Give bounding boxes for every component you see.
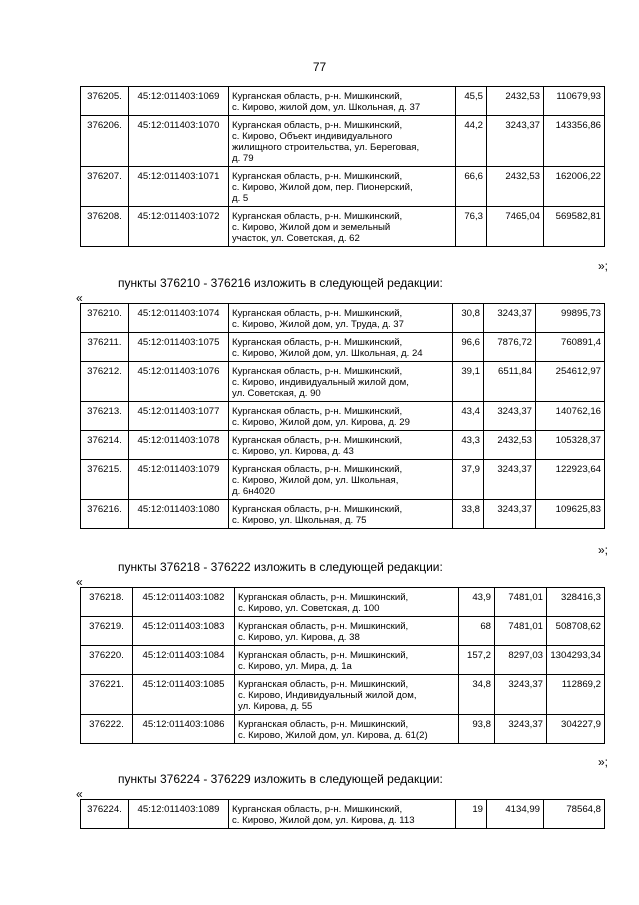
area-cell: 37,9: [453, 460, 484, 500]
entry-number-cell: 376222.: [81, 715, 133, 744]
address-cell: [229, 333, 453, 362]
address-line: с. Кирово, Жилой дом, пер. Пионерский,: [232, 182, 413, 193]
table-row: [81, 617, 605, 646]
register-table-3: [80, 587, 605, 744]
table-row: [81, 500, 605, 529]
entry-number-cell: 376224.: [81, 800, 129, 829]
cadastral-number-cell: 45:12:011403:1076: [129, 362, 229, 402]
address-line: д. 5: [232, 193, 249, 204]
area-cell: 19: [456, 800, 487, 829]
table-row: [81, 207, 605, 247]
table-row: [81, 646, 605, 675]
cadastral-value-cell: 304227,9: [547, 715, 605, 744]
cadastral-value-cell: 1304293,34: [547, 646, 605, 675]
area-cell: 68: [459, 617, 495, 646]
address-line: ул. Кирова, д. 55: [238, 701, 313, 712]
address-line: Курганская область, р-н. Мишкинский,: [238, 621, 409, 632]
entry-number-cell: 376205.: [81, 87, 129, 116]
address-line: с. Кирово, жилой дом, ул. Школьная, д. 37: [232, 102, 421, 113]
address-line: с. Кирово, ул. Мира, д. 1а: [238, 661, 352, 672]
address-cell: [229, 402, 453, 431]
cadastral-number-cell: 45:12:011403:1079: [129, 460, 229, 500]
address-cell: [229, 87, 456, 116]
section-heading-3: пункты 376224 - 376229 изложить в следующей редакции:: [118, 772, 443, 786]
address-line: с. Кирово, Жилой дом, ул. Школьная,: [232, 475, 399, 486]
address-line: Курганская область, р-н. Мишкинский,: [232, 504, 403, 515]
cadastral-value-cell: 508708,62: [547, 617, 605, 646]
area-cell: 66,6: [456, 167, 487, 207]
rate-cell: 3243,37: [495, 675, 547, 715]
area-cell: 30,8: [453, 304, 484, 333]
register-table-2: [80, 303, 605, 529]
closing-quote-2: »;: [597, 543, 608, 557]
address-cell: [229, 431, 453, 460]
rate-cell: 7465,04: [487, 207, 544, 247]
table-row: [81, 675, 605, 715]
table-row: [81, 800, 605, 829]
cadastral-value-cell: 162006,22: [544, 167, 605, 207]
area-cell: 157,2: [459, 646, 495, 675]
cadastral-value-cell: 254612,97: [536, 362, 605, 402]
table-row: [81, 87, 605, 116]
cadastral-number-cell: 45:12:011403:1070: [129, 116, 229, 167]
table-row: [81, 431, 605, 460]
address-cell: [235, 715, 459, 744]
address-cell: [229, 167, 456, 207]
address-line: Курганская область, р-н. Мишкинский,: [232, 406, 403, 417]
rate-cell: 6511,84: [484, 362, 536, 402]
address-line: с. Кирово, индивидуальный жилой дом,: [232, 377, 409, 388]
address-line: с. Кирово, Жилой дом, ул. Труда, д. 37: [232, 319, 404, 330]
area-cell: 96,6: [453, 333, 484, 362]
table-row: [81, 167, 605, 207]
entry-number-cell: 376218.: [81, 588, 133, 617]
opening-quote-3: «: [76, 787, 83, 801]
cadastral-number-cell: 45:12:011403:1086: [133, 715, 235, 744]
entry-number-cell: 376213.: [81, 402, 129, 431]
area-cell: 43,3: [453, 431, 484, 460]
address-line: Курганская область, р-н. Мишкинский,: [232, 464, 403, 475]
area-cell: 39,1: [453, 362, 484, 402]
address-line: с. Кирово, Жилой дом, ул. Кирова, д. 61(2): [238, 730, 428, 741]
cadastral-number-cell: 45:12:011403:1071: [129, 167, 229, 207]
address-line: с. Кирово, Жилой дом, ул. Школьная, д. 24: [232, 348, 423, 359]
address-line: участок, ул. Советская, д. 62: [232, 233, 360, 244]
address-line: с. Кирово, Объект индивидуального: [232, 131, 393, 142]
rate-cell: 3243,37: [484, 304, 536, 333]
cadastral-value-cell: 760891,4: [536, 333, 605, 362]
entry-number-cell: 376206.: [81, 116, 129, 167]
cadastral-value-cell: 122923,64: [536, 460, 605, 500]
cadastral-number-cell: 45:12:011403:1077: [129, 402, 229, 431]
area-cell: 43,4: [453, 402, 484, 431]
cadastral-number-cell: 45:12:011403:1074: [129, 304, 229, 333]
cadastral-number-cell: 45:12:011403:1080: [129, 500, 229, 529]
address-line: д. 79: [232, 153, 254, 164]
address-cell: [229, 800, 456, 829]
address-line: Курганская область, р-н. Мишкинский,: [232, 435, 403, 446]
register-table-4: [80, 799, 605, 829]
entry-number-cell: 376208.: [81, 207, 129, 247]
cadastral-number-cell: 45:12:011403:1072: [129, 207, 229, 247]
cadastral-value-cell: 110679,93: [544, 87, 605, 116]
cadastral-value-cell: 143356,86: [544, 116, 605, 167]
rate-cell: 7481,01: [495, 617, 547, 646]
rate-cell: 4134,99: [487, 800, 544, 829]
address-line: Курганская область, р-н. Мишкинский,: [232, 804, 403, 815]
address-cell: [235, 617, 459, 646]
rate-cell: 2432,53: [487, 167, 544, 207]
closing-quote-1: »;: [597, 259, 608, 273]
page-number: 77: [312, 60, 327, 74]
rate-cell: 3243,37: [487, 116, 544, 167]
area-cell: 45,5: [456, 87, 487, 116]
address-cell: [235, 588, 459, 617]
rate-cell: 7481,01: [495, 588, 547, 617]
address-line: Курганская область, р-н. Мишкинский,: [232, 211, 403, 222]
address-cell: [235, 675, 459, 715]
table-row: [81, 460, 605, 500]
cadastral-value-cell: 78564,8: [544, 800, 605, 829]
table-row: [81, 333, 605, 362]
address-line: Курганская область, р-н. Мишкинский,: [232, 366, 403, 377]
rate-cell: 3243,37: [484, 460, 536, 500]
address-cell: [229, 362, 453, 402]
entry-number-cell: 376219.: [81, 617, 133, 646]
area-cell: 44,2: [456, 116, 487, 167]
rate-cell: 3243,37: [484, 500, 536, 529]
area-cell: 34,8: [459, 675, 495, 715]
cadastral-value-cell: 105328,37: [536, 431, 605, 460]
address-cell: [235, 646, 459, 675]
address-line: ул. Советская, д. 90: [232, 388, 321, 399]
cadastral-value-cell: 112869,2: [547, 675, 605, 715]
table-row: [81, 715, 605, 744]
rate-cell: 8297,03: [495, 646, 547, 675]
address-line: с. Кирово, Жилой дом и земельный: [232, 222, 391, 233]
cadastral-value-cell: 99895,73: [536, 304, 605, 333]
area-cell: 33,8: [453, 500, 484, 529]
entry-number-cell: 376210.: [81, 304, 129, 333]
address-cell: [229, 304, 453, 333]
cadastral-value-cell: 109625,83: [536, 500, 605, 529]
table-row: [81, 304, 605, 333]
cadastral-number-cell: 45:12:011403:1069: [129, 87, 229, 116]
cadastral-number-cell: 45:12:011403:1083: [133, 617, 235, 646]
address-line: Курганская область, р-н. Мишкинский,: [232, 337, 403, 348]
entry-number-cell: 376215.: [81, 460, 129, 500]
table-row: [81, 588, 605, 617]
address-line: с. Кирово, ул. Советская, д. 100: [238, 603, 380, 614]
cadastral-number-cell: 45:12:011403:1078: [129, 431, 229, 460]
entry-number-cell: 376211.: [81, 333, 129, 362]
rate-cell: 3243,37: [495, 715, 547, 744]
address-line: Курганская область, р-н. Мишкинский,: [238, 592, 409, 603]
cadastral-number-cell: 45:12:011403:1084: [133, 646, 235, 675]
table-row: [81, 362, 605, 402]
entry-number-cell: 376220.: [81, 646, 133, 675]
register-table-1: [80, 86, 605, 247]
cadastral-number-cell: 45:12:011403:1075: [129, 333, 229, 362]
address-cell: [229, 207, 456, 247]
address-line: Курганская область, р-н. Мишкинский,: [232, 120, 403, 131]
address-line: д. 6н4020: [232, 486, 275, 497]
cadastral-number-cell: 45:12:011403:1082: [133, 588, 235, 617]
address-line: с. Кирово, ул. Кирова, д. 38: [238, 632, 360, 643]
closing-quote-3: »;: [597, 755, 608, 769]
address-line: жилищного строительства, ул. Береговая,: [232, 142, 420, 153]
table-row: [81, 116, 605, 167]
section-heading-2: пункты 376218 - 376222 изложить в следующей редакции:: [118, 560, 443, 574]
address-line: Курганская область, р-н. Мишкинский,: [232, 91, 403, 102]
cadastral-number-cell: 45:12:011403:1085: [133, 675, 235, 715]
address-cell: [229, 500, 453, 529]
entry-number-cell: 376221.: [81, 675, 133, 715]
area-cell: 43,9: [459, 588, 495, 617]
opening-quote-1: «: [76, 291, 83, 305]
rate-cell: 2432,53: [484, 431, 536, 460]
rate-cell: 7876,72: [484, 333, 536, 362]
opening-quote-2: «: [76, 575, 83, 589]
entry-number-cell: 376216.: [81, 500, 129, 529]
entry-number-cell: 376212.: [81, 362, 129, 402]
address-line: с. Кирово, Индивидуальный жилой дом,: [238, 690, 417, 701]
address-line: с. Кирово, Жилой дом, ул. Кирова, д. 113: [232, 815, 415, 826]
address-cell: [229, 460, 453, 500]
cadastral-value-cell: 140762,16: [536, 402, 605, 431]
address-line: Курганская область, р-н. Мишкинский,: [232, 308, 403, 319]
section-heading-1: пункты 376210 - 376216 изложить в следующей редакции:: [118, 276, 443, 290]
entry-number-cell: 376207.: [81, 167, 129, 207]
address-line: Курганская область, р-н. Мишкинский,: [232, 171, 403, 182]
cadastral-value-cell: 569582,81: [544, 207, 605, 247]
table-row: [81, 402, 605, 431]
rate-cell: 2432,53: [487, 87, 544, 116]
cadastral-value-cell: 328416,3: [547, 588, 605, 617]
address-line: Курганская область, р-н. Мишкинский,: [238, 719, 409, 730]
entry-number-cell: 376214.: [81, 431, 129, 460]
address-line: с. Кирово, ул. Школьная, д. 75: [232, 515, 367, 526]
rate-cell: 3243,37: [484, 402, 536, 431]
address-line: с. Кирово, Жилой дом, ул. Кирова, д. 29: [232, 417, 410, 428]
address-line: с. Кирово, ул. Кирова, д. 43: [232, 446, 354, 457]
address-cell: [229, 116, 456, 167]
address-line: Курганская область, р-н. Мишкинский,: [238, 679, 409, 690]
area-cell: 93,8: [459, 715, 495, 744]
cadastral-number-cell: 45:12:011403:1089: [129, 800, 229, 829]
area-cell: 76,3: [456, 207, 487, 247]
address-line: Курганская область, р-н. Мишкинский,: [238, 650, 409, 661]
